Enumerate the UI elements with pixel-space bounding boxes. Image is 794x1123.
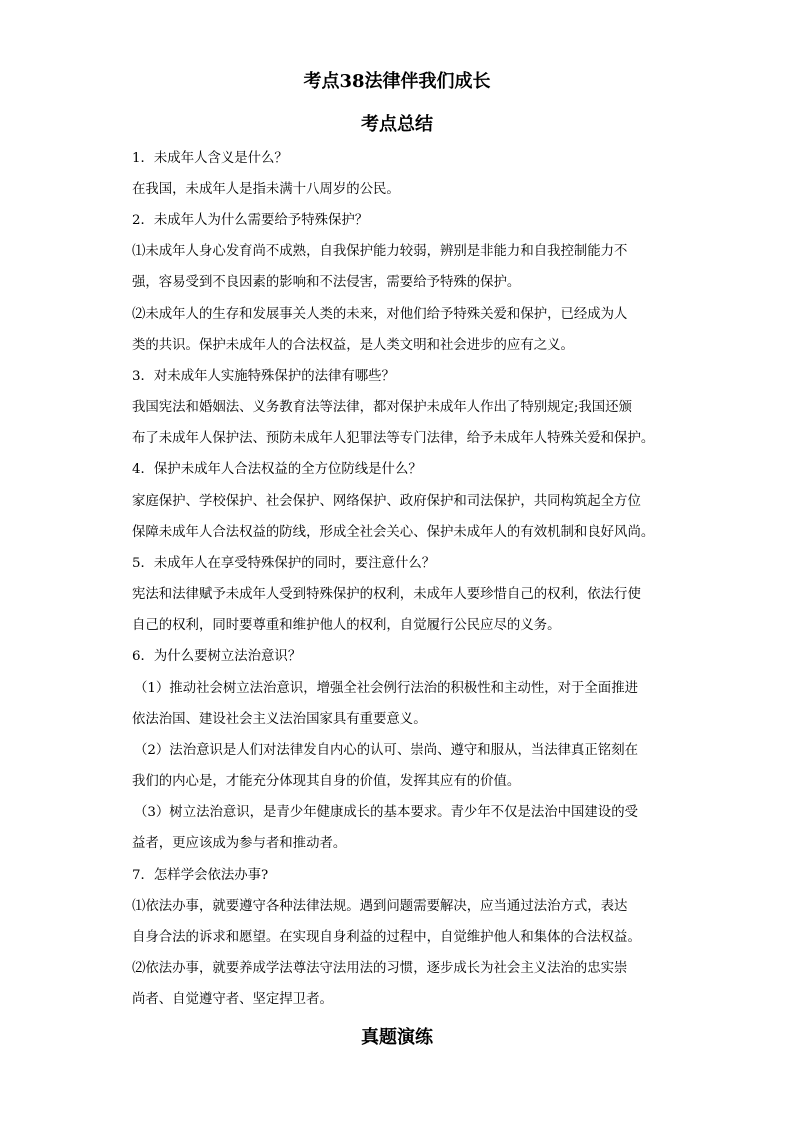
question-7: 7．怎样学会依法办事? (132, 868, 269, 883)
section-heading-practice: 真题演练 (361, 1027, 433, 1048)
answer-6-3-line-2: 益者，更应该成为参与者和推动者。 (132, 836, 347, 851)
answer-5-line-2: 自己的权利，同时要尊重和维护他人的权利，自觉履行公民应尽的义务。 (132, 618, 561, 633)
answer-6-3-line-1: （3）树立法治意识，是青少年健康成长的基本要求。青少年不仅是法治中国建设的受 (134, 805, 638, 820)
answer-7-1-line-2: 自身合法的诉求和愿望。在实现自身利益的过程中，自觉维护他人和集体的合法权益。 (132, 930, 641, 945)
answer-6-2-line-1: （2）法治意识是人们对法律发自内心的认可、崇尚、遵守和服从，当法律真正铭刻在 (134, 743, 638, 758)
question-5: 5．未成年人在享受特殊保护的同时，要注意什么？ (132, 556, 436, 571)
answer-2-2-line-2: 类的共识。保护未成年人的合法权益，是人类文明和社会进步的应有之义。 (132, 338, 574, 353)
answer-7-2-line-2: 尚者、自觉遵守者、坚定捍卫者。 (132, 992, 333, 1007)
answer-2-2-line-1: ⑵未成年人的生存和发展事关人类的未来，对他们给予特殊关爱和保护，已经成为人 (132, 307, 628, 322)
answer-7-1-line-1: ⑴依法办事，就要遵守各种法律法规。遇到问题需要解决，应当通过法治方式，表达 (132, 899, 628, 914)
question-2: 2．未成年人为什么需要给予特殊保护？ (132, 213, 369, 228)
page-title: 考点38法律伴我们成长 (303, 71, 491, 92)
answer-3-line-1: 我国宪法和婚姻法、义务教育法等法律，都对保护未成年人作出了特别规定;我国还颁 (132, 400, 632, 415)
answer-6-2-line-2: 我们的内心是，才能充分体现其自身的价值，发挥其应有的价值。 (132, 774, 521, 789)
section-heading-summary: 考点总结 (361, 114, 433, 135)
answer-5-line-1: 宪法和法律赋予未成年人受到特殊保护的权利，未成年人要珍惜自己的权利，依法行使 (132, 587, 641, 602)
answer-4-line-2: 保障未成年人合法权益的防线，形成全社会关心、保护未成年人的有效机制和良好风尚。 (132, 525, 655, 540)
answer-7-2-line-1: ⑵依法办事，就要养成学法尊法守法用法的习惯，逐步成长为社会主义法治的忠实崇 (132, 961, 628, 976)
question-4: 4．保护未成年人合法权益的全方位防线是什么？ (132, 462, 422, 477)
question-1: 1．未成年人含义是什么？ (132, 151, 288, 166)
answer-2-1-line-1: ⑴未成年人身心发育尚不成熟，自我保护能力较弱，辨别是非能力和自我控制能力不 (132, 244, 628, 259)
answer-2-1-line-2: 强，容易受到不良因素的影响和不法侵害，需要给予特殊的保护。 (132, 275, 521, 290)
answer-4-line-1: 家庭保护、学校保护、社会保护、网络保护、政府保护和司法保护，共同构筑起全方位 (132, 494, 641, 509)
answer-6-1-line-1: （1）推动社会树立法治意识，增强全社会例行法治的积极性和主动性，对于全面推进 (134, 681, 638, 696)
question-3: 3．对未成年人实施特殊保护的法律有哪些？ (132, 369, 395, 384)
question-6: 6．为什么要树立法治意识？ (132, 649, 302, 664)
answer-6-1-line-2: 依法治国、建设社会主义法治国家具有重要意义。 (132, 712, 427, 727)
answer-1-line-1: 在我国，未成年人是指未满十八周岁的公民。 (132, 182, 400, 197)
answer-3-line-2: 布了未成年人保护法、预防未成年人犯罪法等专门法律，给予未成年人特殊关爱和保护。 (132, 431, 655, 446)
